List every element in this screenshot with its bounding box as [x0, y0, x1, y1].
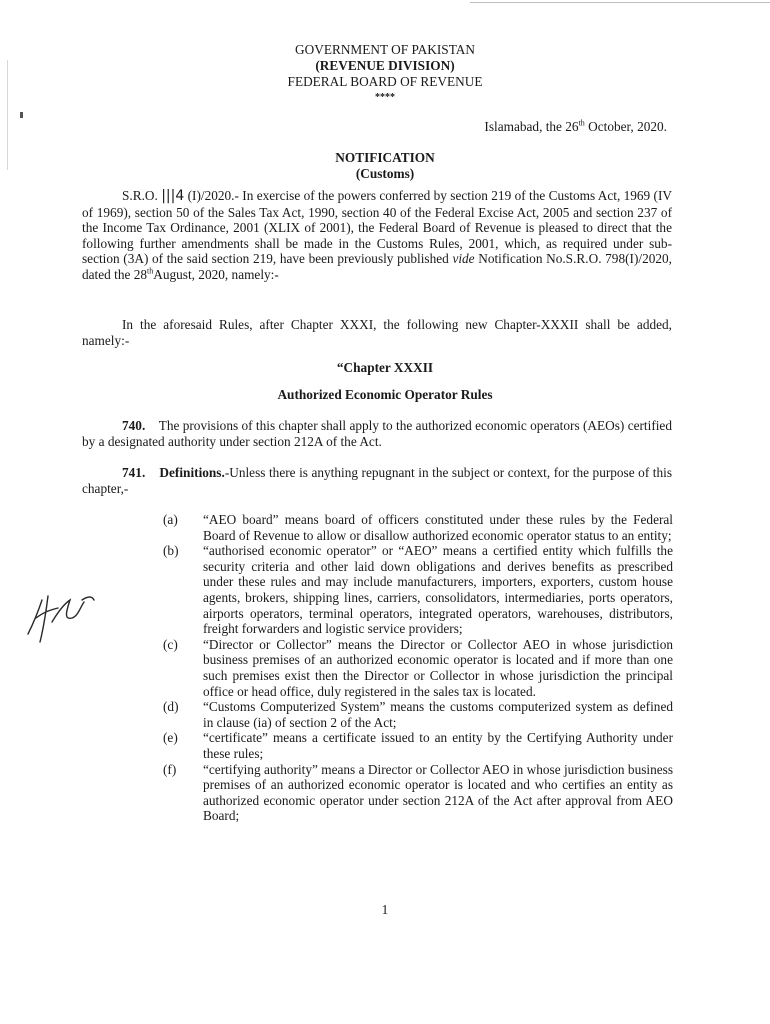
definition-label: (b): [163, 543, 179, 559]
definition-b: [163, 543, 673, 637]
rule-741: [82, 465, 672, 496]
date-prefix: Islamabad, the 26: [484, 119, 579, 134]
date-line: [484, 119, 667, 135]
header-division: (REVENUE DIVISION): [315, 58, 455, 73]
definition-c: [163, 637, 673, 699]
definition-text: “Director or Collector” means the Director or Collector AEO in whose jurisdiction business premises of an authorized economic operator is located and if more than one such premises exist then the Director or Collector in whose jurisdiction the principal office or head office, duly registered in the sales tax is located.: [203, 636, 673, 699]
preamble-sup: th: [147, 266, 154, 276]
definition-label: (f): [163, 761, 177, 777]
rule-740: [82, 418, 672, 449]
preamble-text-2: Notification No.S.R.O. 798(I)/2020, dated the 28: [82, 251, 672, 282]
chapter-title: “Chapter XXXII: [336, 360, 434, 375]
preamble-paragraph: [82, 188, 672, 282]
definition-f: [163, 762, 673, 824]
definition-text: “certificate” means a certificate issued to an entity by the Certifying Authority under these rules;: [203, 730, 673, 761]
date-suffix: October, 2020.: [584, 119, 667, 134]
definitions-list: [163, 512, 673, 824]
rule-741-heading: Definitions.: [159, 465, 225, 480]
rule-741-text: -Unless there is anything repugnant in the subject or context, for the purpose of this chapter,-: [82, 465, 672, 496]
date-sup: th: [578, 118, 585, 128]
definition-label: (d): [163, 699, 179, 715]
scan-artifact-top: [470, 2, 770, 3]
sro-number: |||4: [161, 188, 185, 204]
preamble-text-3: August, 2020, namely:-: [153, 266, 279, 282]
definition-text: “authorised economic operator” or “AEO” means a certified entity which fulfills the security criteria and other laid down obligations and derives benefits as prescribed under these rules and may include manufacturers, importers, exporters, custom house agents, brokers, shipping lines, carriers, consolidators, intermediaries, ports operators, airports operators, terminal operators, integrated operators, warehouses, distributors, freight forwarders and logistic service providers;: [203, 543, 673, 637]
notification-title: NOTIFICATION: [335, 150, 435, 165]
header-fbr: FEDERAL BOARD OF REVENUE: [287, 74, 483, 89]
header-government: GOVERNMENT OF PAKISTAN: [295, 42, 475, 57]
definition-label: (e): [163, 730, 178, 746]
para-added: In the aforesaid Rules, after Chapter XXXI, the following new Chapter-XXXII shall be added, namely:-: [82, 317, 672, 348]
rule-740-text: The provisions of this chapter shall apply to the authorized economic operators (AEOs) certified by a designated authority under section 212A of the Act.: [82, 418, 672, 449]
definition-text: “AEO board” means board of officers constituted under these rules by the Federal Board of Revenue to allow or disallow authorized economic operator status to an entity;: [203, 512, 673, 543]
definition-label: (a): [163, 512, 178, 527]
definition-a: [163, 512, 673, 543]
preamble-vide: vide: [452, 251, 475, 266]
preamble-text-1: (I)/2020.- In exercise of the powers conferred by section 219 of the Customs Act, 1969 (IV of 1969), section 50 of the Sales Tax Act, 1990, section 40 of the Federal Excise Act, 2005 and section 237 of the Income Tax Ordinance, 2001 (XLIX of 2001), the Federal Board of Revenue is pleased to direct that the following further amendments shall be made in the Customs Rules, 2001, which, as required under sub-section (3A) of the said section 219, have been previously published: [82, 188, 673, 266]
definition-e: [163, 730, 673, 761]
notification-subtitle: (Customs): [355, 166, 415, 181]
definition-text: “certifying authority” means a Director or Collector AEO in whose jurisdiction business premises of an authorized economic operator is located and who certifies an entity as authorized economic operator under section 212A of the Act after approval from AEO Board;: [203, 761, 673, 824]
sro-label: S.R.O.: [122, 188, 158, 203]
page-number: 1: [381, 902, 389, 917]
header-stars: ****: [375, 92, 395, 103]
definition-d: [163, 699, 673, 730]
scan-artifact-left-mark: [20, 112, 23, 118]
rule-741-number: 741.: [122, 465, 146, 480]
definition-text: “Customs Computerized System” means the customs computerized system as defined in clause (ia) of section 2 of the Act;: [203, 699, 673, 730]
handwritten-initials-icon: [22, 582, 102, 652]
chapter-subtitle: Authorized Economic Operator Rules: [277, 387, 493, 402]
rule-740-number: 740.: [122, 418, 146, 433]
definition-label: (c): [163, 636, 178, 652]
